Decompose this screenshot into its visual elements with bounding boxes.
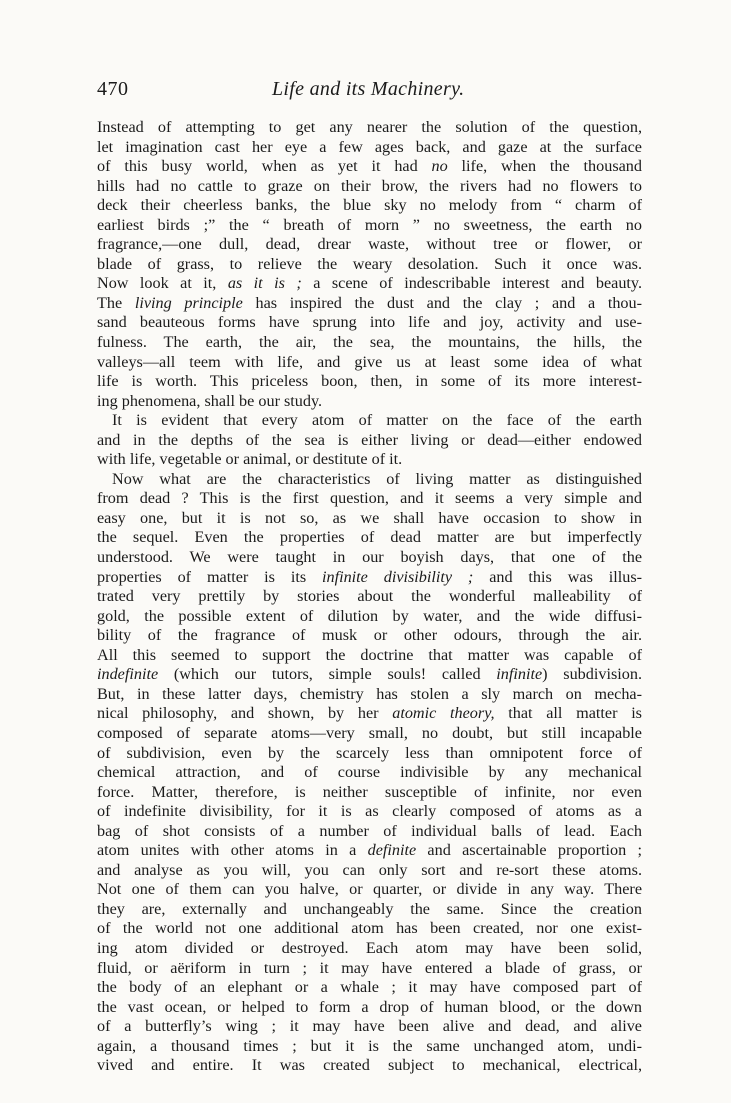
text-line: bag of shot consists of a number of individual balls of lead. Each: [97, 821, 642, 840]
running-title: Life and its Machinery.: [272, 78, 465, 100]
italic-text: as it is ;: [227, 274, 302, 293]
text-line: But, in these latter days, chemistry has stolen a sly march on mecha-: [97, 684, 642, 703]
text-line: and in the depths of the sea is either living or dead—either endowed: [97, 430, 642, 449]
page-header: [97, 78, 642, 104]
text-line: they are, externally and unchangeably the same. Since the creation: [97, 899, 642, 918]
text-line: of a butterfly’s wing ; it may have been alive and dead, and alive: [97, 1017, 642, 1036]
italic-text: living principle: [134, 293, 243, 312]
text-line: The living principle has inspired the dust and the clay ; and a thou-: [97, 293, 643, 312]
text-line: again, a thousand times ; but it is the same unchanged atom, undi-: [97, 1036, 642, 1055]
text-line: bility of the fragrance of musk or other odours, through the air.: [97, 626, 642, 645]
text-line: of subdivision, even by the scarcely less than omnipotent force of: [97, 743, 642, 762]
text-line: understood. We were taught in our boyish days, that one of the: [97, 548, 642, 567]
text-line: the body of an elephant or a whale ; it may have composed part of: [97, 978, 642, 997]
text-line: All this seemed to support the doctrine that matter was capable of: [97, 645, 642, 664]
paragraph-start: It is evident that every atom of matter on the face of the earth: [112, 411, 642, 430]
text-line: gold, the possible extent of dilution by water, and the wide diffusi-: [97, 606, 642, 625]
text-line: life is worth. This priceless boon, then, in some of its more interest-: [97, 372, 642, 391]
text-line: Now look at it, as it is ; a scene of indescribable interest and beauty.: [97, 274, 643, 293]
italic-text: definite: [367, 841, 417, 860]
text-line: of this busy world, when as yet it had no life, when the thousand: [97, 157, 642, 176]
text-line: fluid, or aëriform in turn ; it may have entered a blade of grass, or: [97, 958, 642, 977]
text-line: blade of grass, to relieve the weary desolation. Such it once was.: [97, 254, 642, 273]
text-line: ing atom divided or destroyed. Each atom may have been solid,: [97, 938, 642, 957]
text-line: fragrance,—one dull, dead, drear waste, without tree or flower, or: [97, 235, 642, 254]
text-line: chemical attraction, and of course indivisible by any mechanical: [97, 763, 642, 782]
text-line: deck their cheerless banks, the blue sky no melody from “ charm of: [97, 196, 642, 215]
text-line: valleys—all teem with life, and give us at least some idea of what: [97, 352, 642, 371]
page-number: 470: [97, 78, 129, 100]
text-line: earliest birds ;” the “ breath of morn ” no sweetness, the earth no: [97, 215, 642, 234]
text-line: vived and entire. It was created subject to mechanical, electrical,: [97, 1056, 642, 1075]
text-line: let imagination cast her eye a few ages back, and gaze at the surface: [97, 137, 642, 156]
paragraph-start: Now what are the characteristics of living matter as distinguished: [112, 469, 642, 488]
text-line: the vast ocean, or helped to form a drop of human blood, or the down: [97, 997, 642, 1016]
text-line: ing phenomena, shall be our study.: [97, 391, 323, 410]
text-line: Instead of attempting to get any nearer the solution of the question,: [97, 118, 642, 136]
text-line: trated very prettily by stories about the wonderful malleability of: [97, 587, 642, 606]
text-line: force. Matter, therefore, is neither susceptible of infinite, nor even: [97, 782, 642, 801]
body-text: [97, 118, 642, 1095]
text-line: sand beauteous forms have sprung into life and joy, activity and use-: [97, 313, 642, 332]
text-line: of indefinite divisibility, for it is as clearly composed of atoms as a: [97, 802, 642, 821]
text-line: atom unites with other atoms in a definite and ascertainable proportion ;: [97, 841, 643, 860]
italic-text: atomic theory,: [392, 704, 495, 723]
text-line: from dead ? This is the first question, and it seems a very simple and: [97, 489, 642, 508]
text-line: hills had no cattle to graze on their brow, the rivers had no flowers to: [97, 176, 642, 195]
text-line: easy one, but it is not so, as we shall have occasion to show in: [97, 508, 642, 527]
text-line: and analyse as you will, you can only sort and re-sort these atoms.: [97, 860, 642, 879]
text-line: the sequel. Even the properties of dead matter are but imperfectly: [97, 528, 642, 547]
text-line: with life, vegetable or animal, or destitute of it.: [97, 450, 403, 469]
text-line: of the world not one additional atom has been created, nor one exist-: [97, 919, 642, 938]
text-line: composed of separate atoms—very small, no doubt, but still incapable: [97, 723, 642, 742]
text-line: indefinite (which our tutors, simple souls! called infinite) subdivision.: [97, 665, 642, 684]
text-line: [97, 1076, 642, 1096]
italic-text: infinite divisibility ;: [322, 567, 474, 586]
text-line: fulness. The earth, the air, the sea, the mountains, the hills, the: [97, 333, 642, 352]
italic-text: indefinite: [97, 665, 159, 684]
text-line: Not one of them can you halve, or quarter, or divide in any way. There: [97, 880, 642, 899]
text-line: nical philosophy, and shown, by her atomic theory, that all matter is: [97, 704, 642, 723]
text-line: properties of matter is its infinite divisibility ; and this was illus-: [97, 567, 643, 586]
italic-text: no: [431, 157, 448, 176]
italic-text: infinite: [496, 665, 543, 684]
